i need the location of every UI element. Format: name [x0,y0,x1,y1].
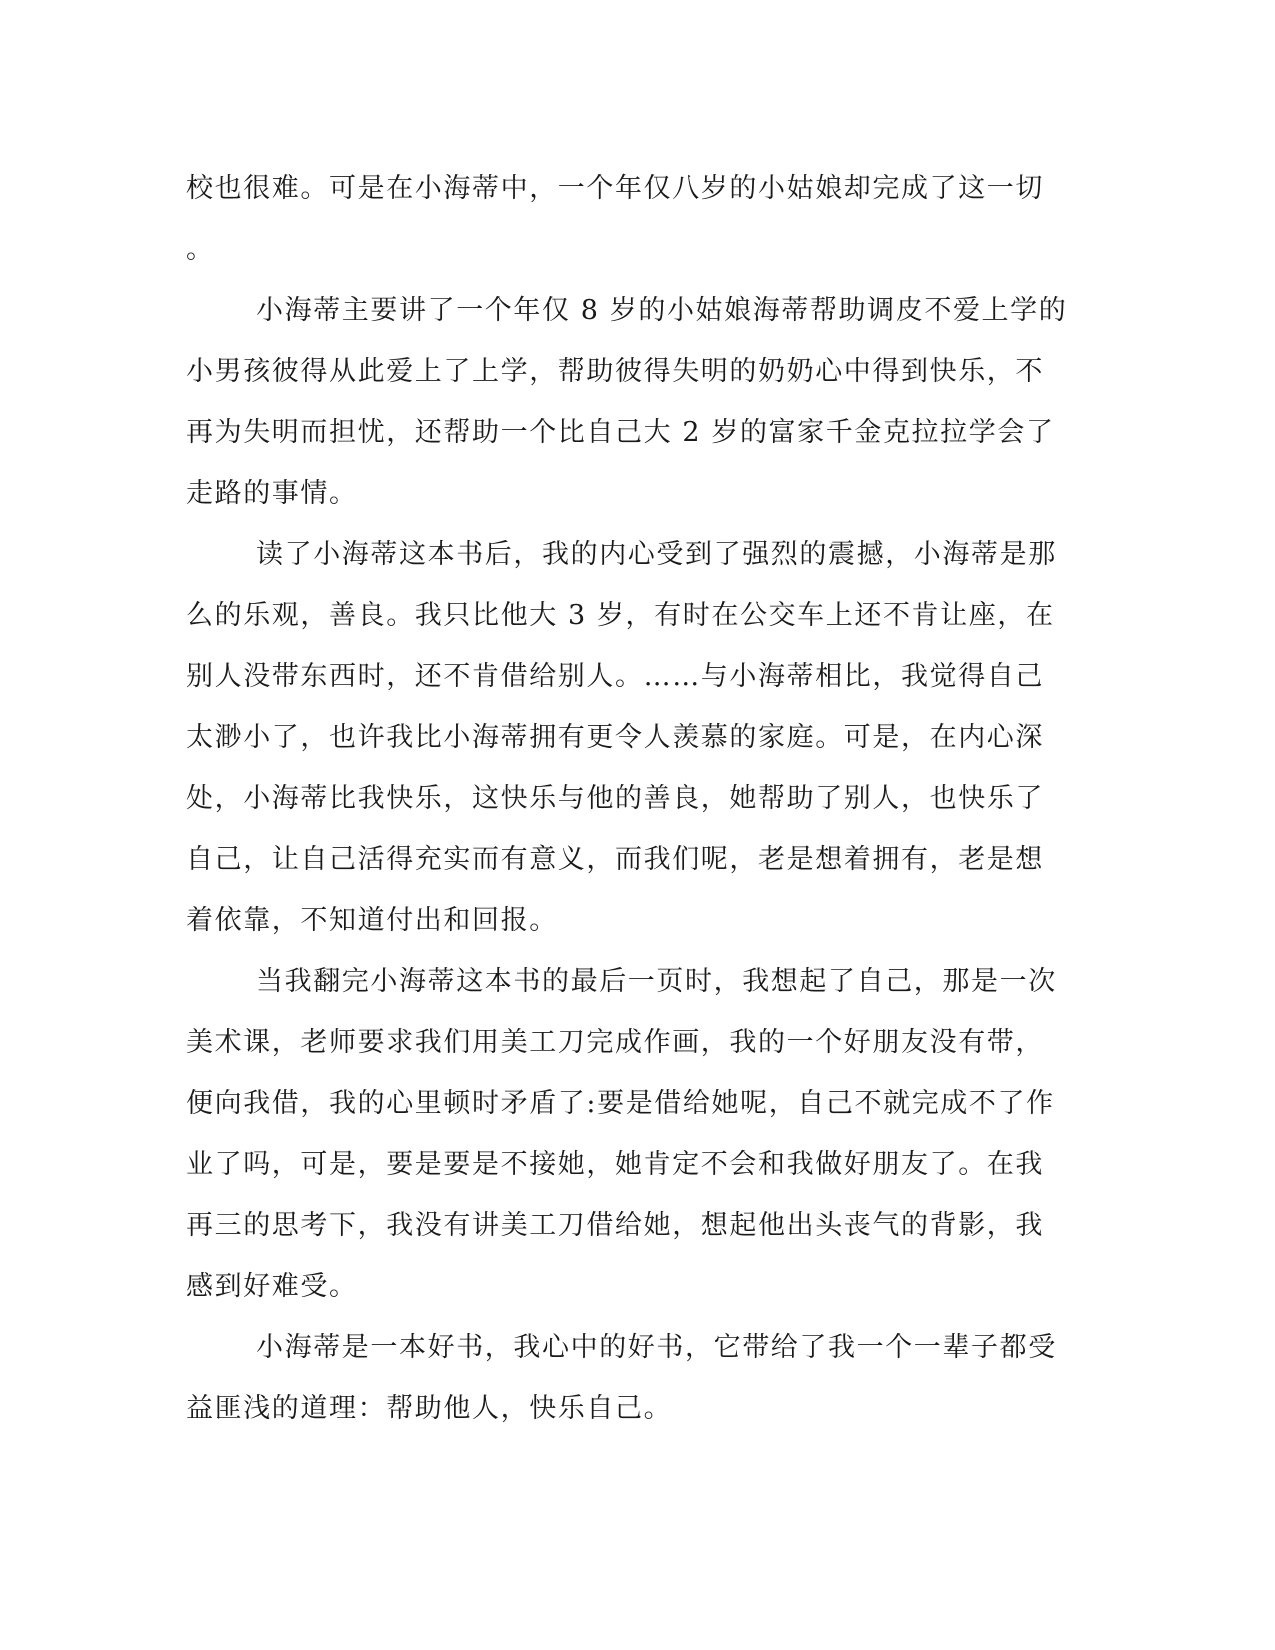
text-line: 走路的事情。 [186,478,358,509]
text-line: 美术课，老师要求我们用美工刀完成作画，我的一个好朋友没有带， [186,1027,1044,1058]
text-line: 读了小海蒂这本书后，我的内心受到了强烈的震撼，小海蒂是那 [256,539,1057,570]
text-line: 自己，让自己活得充实而有意义，而我们呢，老是想着拥有，老是想 [186,844,1044,875]
text-line: 处，小海蒂比我快乐，这快乐与他的善良，她帮助了别人，也快乐了 [186,783,1044,814]
document-body [186,158,1066,1439]
text-line: 再三的思考下，我没有讲美工刀借给她，想起他出头丧气的背影，我 [186,1210,1044,1241]
text-line: 别人没带东西时，还不肯借给别人。……与小海蒂相比，我觉得自己 [186,661,1044,692]
paragraph [186,158,1066,280]
text-line: 小海蒂是一本好书，我心中的好书，它带给了我一个一辈子都受 [256,1332,1057,1363]
text-line: 感到好难受。 [186,1271,358,1302]
text-line: 。 [186,234,215,265]
paragraph [186,951,1066,1317]
text-line: 校也很难。可是在小海蒂中，一个年仅八岁的小姑娘却完成了这一切 [186,173,1044,204]
text-line: 益匪浅的道理：帮助他人，快乐自己。 [186,1393,673,1424]
paragraph [186,280,1066,524]
text-line: 太渺小了，也许我比小海蒂拥有更令人羡慕的家庭。可是，在内心深 [186,722,1044,753]
text-line: 当我翻完小海蒂这本书的最后一页时，我想起了自己，那是一次 [256,966,1057,997]
text-line: 再为失明而担忧，还帮助一个比自己大 2 岁的富家千金克拉拉学会了 [186,417,1055,448]
text-line: 么的乐观，善良。我只比他大 3 岁，有时在公交车上还不肯让座，在 [186,600,1055,631]
paragraph [186,1317,1066,1439]
text-line: 着依靠，不知道付出和回报。 [186,905,558,936]
text-line: 便向我借，我的心里顿时矛盾了:要是借给她呢，自己不就完成不了作 [186,1088,1055,1119]
text-line: 业了吗，可是，要是要是不接她，她肯定不会和我做好朋友了。在我 [186,1149,1044,1180]
text-line: 小男孩彼得从此爱上了上学，帮助彼得失明的奶奶心中得到快乐，不 [186,356,1044,387]
text-line: 小海蒂主要讲了一个年仅 8 岁的小姑娘海蒂帮助调皮不爱上学的 [256,295,1068,326]
paragraph [186,524,1066,951]
